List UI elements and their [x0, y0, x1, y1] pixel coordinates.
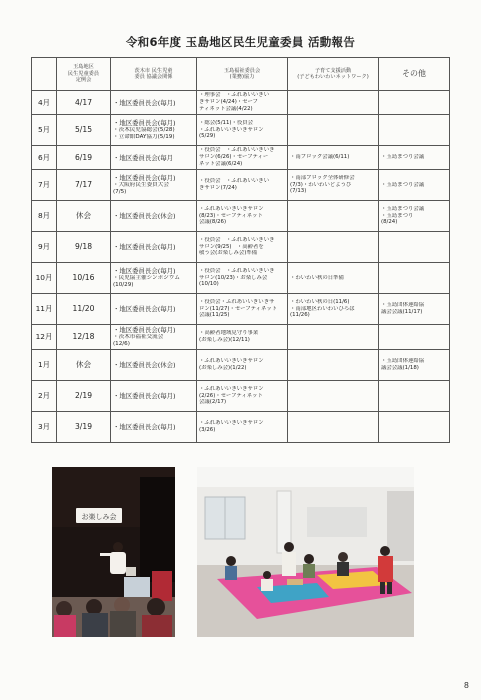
table-row	[32, 201, 450, 232]
meeting-date-cell: 4/17	[57, 91, 111, 115]
activity-line: ・理事会 ・ふれあいいきい	[199, 92, 270, 99]
other-activity-cell	[379, 115, 450, 146]
activity-photo	[197, 467, 414, 637]
other-activity-cell	[379, 170, 450, 201]
activity-line: (10/29)	[113, 282, 134, 288]
activity-line: (お楽しみ会)(12/11)	[199, 336, 250, 343]
activity-line: ・立命館DAY協力(5/19)	[113, 134, 175, 140]
childcare-activity-cell	[288, 170, 379, 201]
activity-line: ・ふれあいいきいきサロン	[199, 385, 264, 392]
activity-line: ・南部地区わいわいひろば	[290, 305, 355, 312]
activity-report-table	[31, 57, 450, 443]
activity-line: ・ふれあいいきいきサロン	[199, 420, 264, 427]
welfare-activity-cell	[197, 294, 288, 325]
welfare-activity-cell	[197, 115, 288, 146]
council-activity-cell	[111, 349, 197, 380]
welfare-activity-cell	[197, 349, 288, 380]
childcare-activity-cell	[288, 146, 379, 170]
table-row	[32, 146, 450, 170]
header-city-council-text: 茨木市 民生児童	[134, 67, 173, 74]
table-row	[32, 411, 450, 442]
month-cell: 7月	[32, 170, 57, 201]
month-cell: 1月	[32, 349, 57, 380]
childcare-activity-cell	[288, 263, 379, 294]
welfare-activity-cell	[197, 201, 288, 232]
other-activity-cell	[379, 294, 450, 325]
activity-line: 議会会議(1/18)	[381, 364, 419, 371]
other-activity-cell	[379, 232, 450, 263]
table-header-row	[32, 58, 450, 91]
council-activity-cell	[111, 325, 197, 350]
header-welfare-committee-text: 玉島福祉委員会	[223, 67, 261, 74]
activity-line: ・地区委員長会(毎月)	[113, 391, 176, 400]
other-activity-cell	[379, 411, 450, 442]
meeting-date-cell: 7/17	[57, 170, 111, 201]
activity-line: 会議(2/17)	[199, 399, 227, 406]
activity-line: ・地区委員長会(毎月)	[113, 305, 176, 313]
activity-line: ・地区委員長会(休会)	[113, 360, 176, 369]
activity-line: ・役員会 ・ふれあいいきいき	[199, 147, 275, 154]
header-month	[32, 58, 57, 91]
activity-line: (7/3)・わいわいどようび	[290, 181, 352, 188]
table-row	[32, 349, 450, 380]
header-other-text: その他	[402, 69, 426, 78]
council-activity-cell	[111, 115, 197, 146]
activity-line: ・役員会 ・ふれあいいきいき	[199, 267, 275, 274]
meeting-date-cell: 休会	[57, 349, 111, 380]
activity-line: ・地区委員長会(毎月)	[113, 174, 176, 183]
meeting-date-cell: 11/20	[57, 294, 111, 325]
activity-line: ・役員会 ・ふれあいいきいき	[199, 236, 275, 243]
header-city-council	[111, 58, 197, 91]
activity-line: 敬う会(お楽しみ会)準備	[199, 250, 258, 257]
meeting-date-cell: 2/19	[57, 380, 111, 411]
other-activity-cell	[379, 325, 450, 350]
month-cell: 9月	[32, 232, 57, 263]
activity-line: ティネット会議(4/22)	[199, 105, 253, 112]
activity-line: ・玉島まつり会議	[381, 205, 425, 212]
welfare-activity-cell	[197, 380, 288, 411]
table-row	[32, 115, 450, 146]
childcare-activity-cell	[288, 380, 379, 411]
activity-line: ・南部ブロック全体研修会	[290, 174, 355, 181]
activity-line: (7/13)	[290, 188, 307, 195]
month-cell: 12月	[32, 325, 57, 350]
activity-line: 会議(11/25)	[199, 312, 230, 319]
council-activity-cell	[111, 170, 197, 201]
activity-line: ・地区委員長会(毎月)	[113, 267, 176, 276]
header-regular-meeting-text: 定例会	[75, 77, 92, 84]
other-activity-cell	[379, 146, 450, 170]
other-activity-cell	[379, 91, 450, 115]
activity-line: (5/29)	[199, 133, 216, 140]
header-regular-meeting-text: 民生児童委員	[67, 70, 100, 77]
welfare-activity-cell	[197, 170, 288, 201]
activity-photo-svg	[197, 467, 414, 637]
activity-line: ・役員会・ふれあいいきいきサ	[199, 298, 275, 305]
other-activity-cell	[379, 380, 450, 411]
month-cell: 2月	[32, 380, 57, 411]
activity-line: ・地区委員長会(毎月)	[113, 422, 176, 431]
activity-line: ・地区委員長会(毎月)	[113, 119, 176, 128]
meeting-date-cell: 6/19	[57, 146, 111, 170]
activity-line: ・総会(5/11)・役員会	[199, 119, 254, 126]
activity-line: ・玉島まつり会議	[381, 154, 425, 161]
activity-line: ・わいわい秋の日(11/6)	[290, 298, 350, 305]
page-title: 令和6年度 玉島地区民生児童委員 活動報告	[125, 35, 356, 49]
activity-line: 議会会議(11/17)	[381, 309, 423, 315]
activity-line: サロン(10/23)・お楽しみ会	[199, 274, 268, 281]
month-cell: 5月	[32, 115, 57, 146]
activity-line: (7/5)	[113, 189, 127, 195]
council-activity-cell	[111, 380, 197, 411]
activity-line: ・地区委員長会(毎月)	[113, 243, 176, 251]
table-row	[32, 232, 450, 263]
childcare-activity-cell	[288, 115, 379, 146]
activity-line: ・役員会 ・ふれあいいきい	[199, 178, 270, 185]
activity-line: ロン(11/27)・セーフティネット	[199, 305, 278, 312]
activity-line: ・茨木民児協総会(5/28)	[113, 127, 175, 134]
table-row	[32, 294, 450, 325]
activity-line: ・高齢者地域見守り事業	[199, 330, 259, 337]
table-row	[32, 380, 450, 411]
month-cell: 8月	[32, 201, 57, 232]
welfare-activity-cell	[197, 411, 288, 442]
header-welfare-committee-text: (業務)協力	[229, 74, 255, 80]
activity-line: (8/24)	[381, 219, 398, 226]
activity-line: きサロン(7/24)	[199, 185, 237, 191]
activity-line: (12/6)	[113, 340, 130, 347]
meeting-date-cell: 5/15	[57, 115, 111, 146]
header-welfare-committee	[197, 58, 288, 91]
table-row	[32, 325, 450, 350]
activity-line: ・玉島まつり会議	[381, 181, 425, 188]
welfare-activity-cell	[197, 91, 288, 115]
activity-line: ・茨木市福祉交流会	[113, 334, 164, 340]
childcare-activity-cell	[288, 411, 379, 442]
activity-line: (3/26)	[199, 426, 216, 433]
activity-line: ・玉島団体連絡協	[381, 358, 425, 365]
activity-line: ・ふれあいいきいきサロン	[199, 126, 264, 133]
childcare-activity-cell	[288, 232, 379, 263]
childcare-activity-cell	[288, 349, 379, 380]
childcare-activity-cell	[288, 294, 379, 325]
other-activity-cell	[379, 263, 450, 294]
council-activity-cell	[111, 91, 197, 115]
meeting-date-cell: 休会	[57, 201, 111, 232]
welfare-activity-cell	[197, 263, 288, 294]
activity-line: サロン(9/25) ・高齢者を	[199, 243, 264, 250]
page-number: 8	[463, 681, 469, 690]
activity-line: ・わいわい秋の日準備	[290, 274, 344, 281]
header-regular-meeting-text: 玉島地区	[73, 64, 94, 71]
table-row	[32, 91, 450, 115]
header-childcare-support-text: 子育て支援活動	[314, 67, 352, 74]
activity-line: ・地区委員長会(毎月	[113, 153, 174, 162]
meeting-photo-svg	[52, 467, 175, 637]
meeting-date-cell: 3/19	[57, 411, 111, 442]
activity-line: ・玉島団体連絡協	[381, 302, 425, 309]
activity-line: (10/10)	[199, 281, 219, 288]
childcare-activity-cell	[288, 201, 379, 232]
meeting-date-cell: 10/16	[57, 263, 111, 294]
council-activity-cell	[111, 263, 197, 294]
month-cell: 4月	[32, 91, 57, 115]
table-row	[32, 263, 450, 294]
table-row	[32, 170, 450, 201]
other-activity-cell	[379, 201, 450, 232]
activity-line: (お楽しみ会)(1/22)	[199, 364, 247, 371]
activity-line: ・民児協主催シンポジウム	[113, 275, 180, 282]
other-activity-cell	[379, 349, 450, 380]
activity-line: (11/26)	[290, 312, 310, 319]
activity-line: ・ふれあいいきいきサロン	[199, 205, 264, 212]
header-other	[379, 58, 450, 91]
activity-line: ・地区委員長会(休会)	[113, 212, 176, 220]
activity-line: ネット会議(6/24)	[199, 160, 243, 167]
meeting-photo	[52, 467, 175, 637]
header-childcare-support-text: (子どもわいわいネットワーク)	[297, 74, 369, 80]
council-activity-cell	[111, 232, 197, 263]
month-cell: 3月	[32, 411, 57, 442]
month-cell: 6月	[32, 146, 57, 170]
activity-line: ・地区委員長会(毎月)	[113, 326, 176, 334]
welfare-activity-cell	[197, 232, 288, 263]
council-activity-cell	[111, 146, 197, 170]
childcare-activity-cell	[288, 91, 379, 115]
welfare-activity-cell	[197, 146, 288, 170]
header-regular-meeting	[57, 58, 111, 91]
council-activity-cell	[111, 294, 197, 325]
meeting-date-cell: 12/18	[57, 325, 111, 350]
activity-line: ・大阪府民生委員大会	[113, 182, 169, 189]
activity-line: ・地区委員長会(毎月)	[113, 98, 176, 107]
month-cell: 11月	[32, 294, 57, 325]
event-sign: お楽しみ会	[81, 513, 117, 521]
header-city-council-text: 委員 協議会関係	[134, 74, 173, 80]
council-activity-cell	[111, 411, 197, 442]
activity-line: ・玉島まつり	[381, 212, 414, 219]
header-childcare-support	[288, 58, 379, 91]
activity-line: 会議(8/26)	[199, 219, 227, 226]
activity-line: (2/26)・セーフティネット	[199, 392, 263, 399]
childcare-activity-cell	[288, 325, 379, 350]
activity-line: きサロン(4/24)・セーフ	[199, 99, 258, 106]
meeting-date-cell: 9/18	[57, 232, 111, 263]
month-cell: 10月	[32, 263, 57, 294]
activity-line: サロン(6/26)・セーフティー	[199, 154, 269, 161]
activity-line: ・南ブロック会議(6/11)	[290, 154, 350, 161]
council-activity-cell	[111, 201, 197, 232]
activity-line: (8/23)・セーフティネット	[199, 212, 263, 219]
activity-line: ・ふれあいいきいきサロン	[199, 358, 264, 365]
welfare-activity-cell	[197, 325, 288, 350]
